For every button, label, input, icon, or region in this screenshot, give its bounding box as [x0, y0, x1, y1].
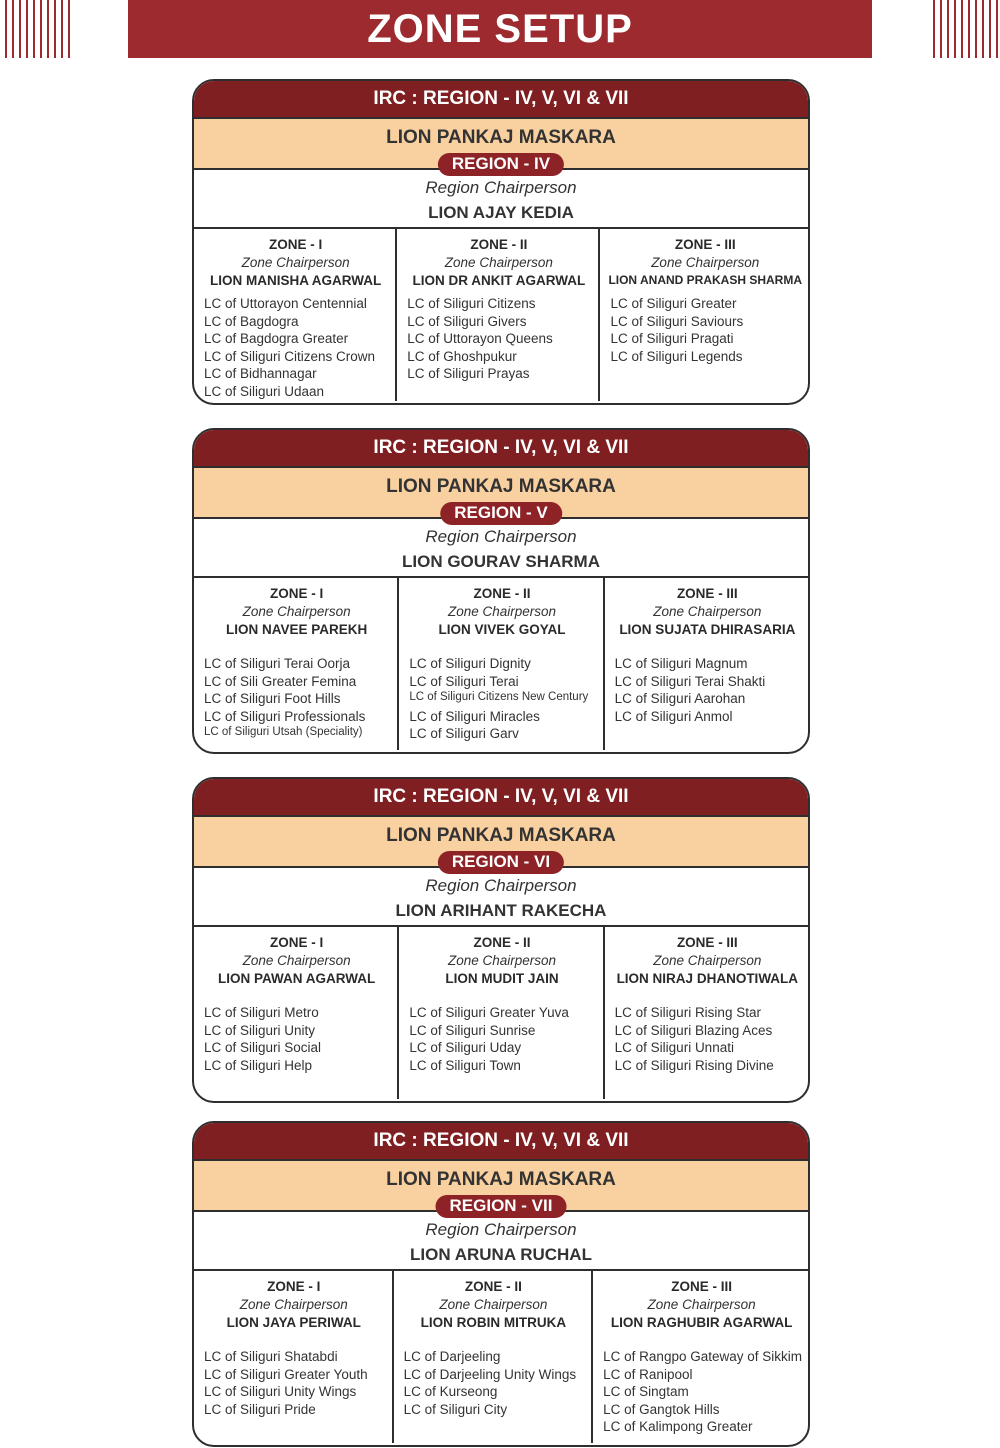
club-list-item: LC of Darjeeling Unity Wings: [403, 1366, 577, 1382]
club-list-item: LC of Siliguri Magnum: [614, 656, 748, 671]
region-info: [194, 868, 808, 927]
club-list-item: LC of Bidhannagar: [204, 366, 317, 382]
club-list: [407, 656, 596, 744]
club-list-item: LC of Siliguri Greater Yuva: [409, 1005, 569, 1020]
irc-header: [194, 779, 808, 817]
club-list-item: LC of Siliguri Terai Oorja: [204, 656, 351, 671]
club-list-item: LC of Siliguri Miracles: [409, 708, 540, 724]
zone-chair-name: LION NAVEE PAREKH: [226, 622, 368, 637]
zone-chair-name: LION ROBIN MITRUKA: [420, 1315, 567, 1330]
club-list-item: LC of Siliguri Greater: [610, 296, 737, 311]
club-list-item: LC of Uttorayon Queens: [407, 331, 553, 347]
region-info: [194, 1212, 808, 1271]
zones-row: [194, 927, 808, 1099]
zone-title: ZONE - II: [470, 237, 528, 252]
zones-row: [194, 229, 808, 401]
region-role: Region Chairperson: [425, 876, 577, 895]
club-list-item: LC of Siliguri Town: [409, 1057, 521, 1073]
club-list-item: LC of Siliguri Anmol: [614, 708, 733, 724]
zone-role: Zone Chairperson: [653, 604, 762, 619]
club-list-item: LC of Siliguri Terai Shakti: [614, 673, 766, 689]
region-chair-name: LION ARUNA RUCHAL: [410, 1245, 592, 1264]
region-role: Region Chairperson: [425, 178, 577, 197]
zone-column: [194, 1271, 394, 1443]
zone-title: ZONE - I: [270, 935, 324, 950]
club-list-item: LC of Siliguri Professionals: [204, 708, 366, 724]
club-list-item: LC of Rangpo Gateway of Sikkim: [603, 1349, 802, 1364]
zone-title: ZONE - III: [676, 586, 738, 601]
region-badge: REGION - V: [440, 502, 562, 525]
zone-role: Zone Chairperson: [653, 953, 762, 968]
club-list-item: LC of Ghoshpukur: [407, 348, 517, 364]
club-list: [202, 1349, 386, 1419]
irc-label: IRC : REGION - IV, V, VI & VII: [373, 786, 629, 807]
club-list-item: LC of Siliguri Sunrise: [409, 1022, 536, 1038]
club-list-item: LC of Siliguri Unnati: [614, 1040, 734, 1056]
region-info: [194, 170, 808, 229]
region-role: Region Chairperson: [425, 527, 577, 546]
club-list-item: LC of Siliguri Pride: [204, 1401, 316, 1417]
club-list-item: LC of Siliguri Uday: [409, 1040, 522, 1056]
club-list: [608, 296, 802, 366]
irc-chair-name: LION PANKAJ MASKARA: [386, 1169, 616, 1190]
zone-chair-name: LION ANAND PRAKASH SHARMA: [608, 273, 802, 287]
zone-chair-name: LION JAYA PERIWAL: [226, 1315, 361, 1330]
club-list-item: LC of Siliguri Garv: [409, 726, 519, 742]
zones-row: [194, 1271, 808, 1443]
region-chair-name: LION ARIHANT RAKECHA: [395, 901, 607, 920]
zone-title: ZONE - I: [270, 586, 324, 601]
irc-chair-band: [194, 119, 808, 173]
club-list: [601, 1349, 802, 1437]
club-list-item: LC of Siliguri Rising Divine: [614, 1057, 774, 1073]
club-list-item: LC of Siliguri Aarohan: [614, 691, 746, 707]
club-list-item: LC of Ranipool: [603, 1366, 693, 1382]
zone-column: [399, 927, 604, 1099]
region-chair-name: LION GOURAV SHARMA: [401, 552, 600, 571]
irc-chair-band: [194, 468, 808, 522]
zone-column: [399, 578, 604, 750]
zone-column: [600, 229, 808, 401]
irc-chair-name: LION PANKAJ MASKARA: [386, 825, 616, 846]
region-badge: REGION - IV: [438, 153, 564, 176]
region-role: Region Chairperson: [425, 1220, 577, 1239]
zone-role: Zone Chairperson: [242, 604, 351, 619]
club-list-item: LC of Siliguri Metro: [204, 1005, 319, 1020]
zone-chair-name: LION MANISHA AGARWAL: [209, 273, 382, 288]
zone-column: [605, 578, 808, 750]
zone-title: ZONE - III: [674, 237, 736, 252]
zone-role: Zone Chairperson: [651, 255, 760, 270]
club-list-item: LC of Siliguri Utsah (Speciality): [204, 726, 363, 739]
club-list-item: LC of Siliguri Blazing Aces: [614, 1022, 773, 1038]
zone-chair-name: LION RAGHUBIR AGARWAL: [610, 1315, 793, 1330]
club-list: [613, 656, 802, 726]
club-list-item: LC of Kalimpong Greater: [603, 1419, 753, 1435]
club-list-item: LC of Siliguri Terai: [409, 673, 519, 689]
club-list-item: LC of Siliguri City: [403, 1401, 508, 1417]
club-list-item: LC of Siliguri Citizens: [407, 296, 536, 311]
club-list-item: LC of Siliguri Unity: [204, 1022, 316, 1038]
club-list-item: LC of Siliguri Legends: [610, 348, 743, 364]
irc-label: IRC : REGION - IV, V, VI & VII: [373, 1130, 629, 1151]
zone-chair-name: LION VIVEK GOYAL: [438, 622, 566, 637]
irc-chair-band: [194, 817, 808, 871]
club-list-item: LC of Siliguri Social: [204, 1040, 322, 1056]
zone-column: [194, 927, 399, 1099]
club-list-item: LC of Siliguri Citizens New Century: [409, 691, 589, 704]
region-card: [192, 1121, 810, 1447]
header-stripes-right: [928, 0, 1000, 58]
region-card: [192, 777, 810, 1103]
club-list-item: LC of Gangtok Hills: [603, 1401, 720, 1417]
zone-chair-name: LION SUJATA DHIRASARIA: [619, 622, 796, 637]
irc-label: IRC : REGION - IV, V, VI & VII: [373, 437, 629, 458]
irc-header: [194, 1123, 808, 1161]
club-list: [405, 296, 592, 384]
club-list-item: LC of Siliguri Pragati: [610, 331, 734, 347]
club-list: [202, 656, 391, 744]
zone-chair-name: LION DR ANKIT AGARWAL: [412, 273, 586, 288]
irc-label: IRC : REGION - IV, V, VI & VII: [373, 88, 629, 109]
irc-chair-name: LION PANKAJ MASKARA: [386, 127, 616, 148]
zone-column: [394, 1271, 594, 1443]
club-list-item: LC of Siliguri Givers: [407, 313, 527, 329]
page-title: ZONE SETUP: [367, 6, 633, 51]
zone-chair-name: LION NIRAJ DHANOTIWALA: [616, 971, 799, 986]
region-badge: REGION - VII: [436, 1195, 567, 1218]
club-list-item: LC of Siliguri Foot Hills: [204, 691, 341, 707]
club-list: [613, 1005, 802, 1075]
header-bar: [128, 0, 872, 58]
zone-title: ZONE - II: [464, 1279, 522, 1294]
club-list: [202, 296, 389, 402]
club-list: [407, 1005, 596, 1075]
zone-title: ZONE - II: [473, 935, 531, 950]
club-list-item: LC of Bagdogra: [204, 313, 299, 329]
club-list: [202, 1005, 391, 1075]
zone-role: Zone Chairperson: [239, 1297, 348, 1312]
club-list-item: LC of Siliguri Shatabdi: [204, 1349, 338, 1364]
zone-role: Zone Chairperson: [447, 604, 557, 619]
club-list-item: LC of Siliguri Citizens Crown: [204, 348, 376, 364]
club-list-item: LC of Sili Greater Femina: [204, 673, 357, 689]
region-card: [192, 428, 810, 754]
club-list-item: LC of Siliguri Dignity: [409, 656, 531, 671]
header-stripes-left: [0, 0, 72, 58]
zone-role: Zone Chairperson: [439, 1297, 548, 1312]
zone-column: [593, 1271, 808, 1443]
zone-chair-name: LION MUDIT JAIN: [445, 971, 559, 986]
club-list-item: LC of Kurseong: [403, 1384, 498, 1400]
zone-role: Zone Chairperson: [242, 953, 351, 968]
club-list-item: LC of Siliguri Saviours: [610, 313, 744, 329]
zone-role: Zone Chairperson: [447, 953, 557, 968]
irc-chair-name: LION PANKAJ MASKARA: [386, 476, 616, 497]
region-badge: REGION - VI: [438, 851, 564, 874]
zone-column: [194, 229, 397, 401]
zone-role: Zone Chairperson: [241, 255, 350, 270]
club-list-item: LC of Singtam: [603, 1384, 689, 1400]
club-list-item: LC of Siliguri Greater Youth: [204, 1366, 368, 1382]
club-list-item: LC of Siliguri Help: [204, 1057, 313, 1073]
zone-title: ZONE - III: [676, 935, 738, 950]
zone-chair-name: LION PAWAN AGARWAL: [218, 971, 376, 986]
club-list-item: LC of Siliguri Rising Star: [614, 1005, 761, 1020]
zone-column: [397, 229, 600, 401]
irc-header: [194, 430, 808, 468]
zone-title: ZONE - I: [268, 237, 323, 252]
irc-chair-band: [194, 1161, 808, 1215]
club-list-item: LC of Siliguri Udaan: [204, 383, 325, 399]
zone-title: ZONE - III: [671, 1279, 732, 1294]
club-list: [402, 1349, 586, 1419]
region-chair-name: LION AJAY KEDIA: [428, 203, 574, 222]
club-list-item: LC of Siliguri Unity Wings: [204, 1384, 357, 1400]
irc-header: [194, 81, 808, 119]
zones-row: [194, 578, 808, 750]
zone-title: ZONE - I: [267, 1279, 321, 1294]
zone-column: [605, 927, 808, 1099]
region-info: [194, 519, 808, 578]
zone-column: [194, 578, 399, 750]
club-list-item: LC of Siliguri Prayas: [407, 366, 530, 382]
zone-role: Zone Chairperson: [647, 1297, 756, 1312]
region-card: [192, 79, 810, 405]
club-list-item: LC of Bagdogra Greater: [204, 331, 349, 347]
zone-title: ZONE - II: [473, 586, 531, 601]
club-list-item: LC of Uttorayon Centennial: [204, 296, 367, 311]
club-list-item: LC of Darjeeling: [403, 1349, 501, 1364]
zone-role: Zone Chairperson: [444, 255, 553, 270]
